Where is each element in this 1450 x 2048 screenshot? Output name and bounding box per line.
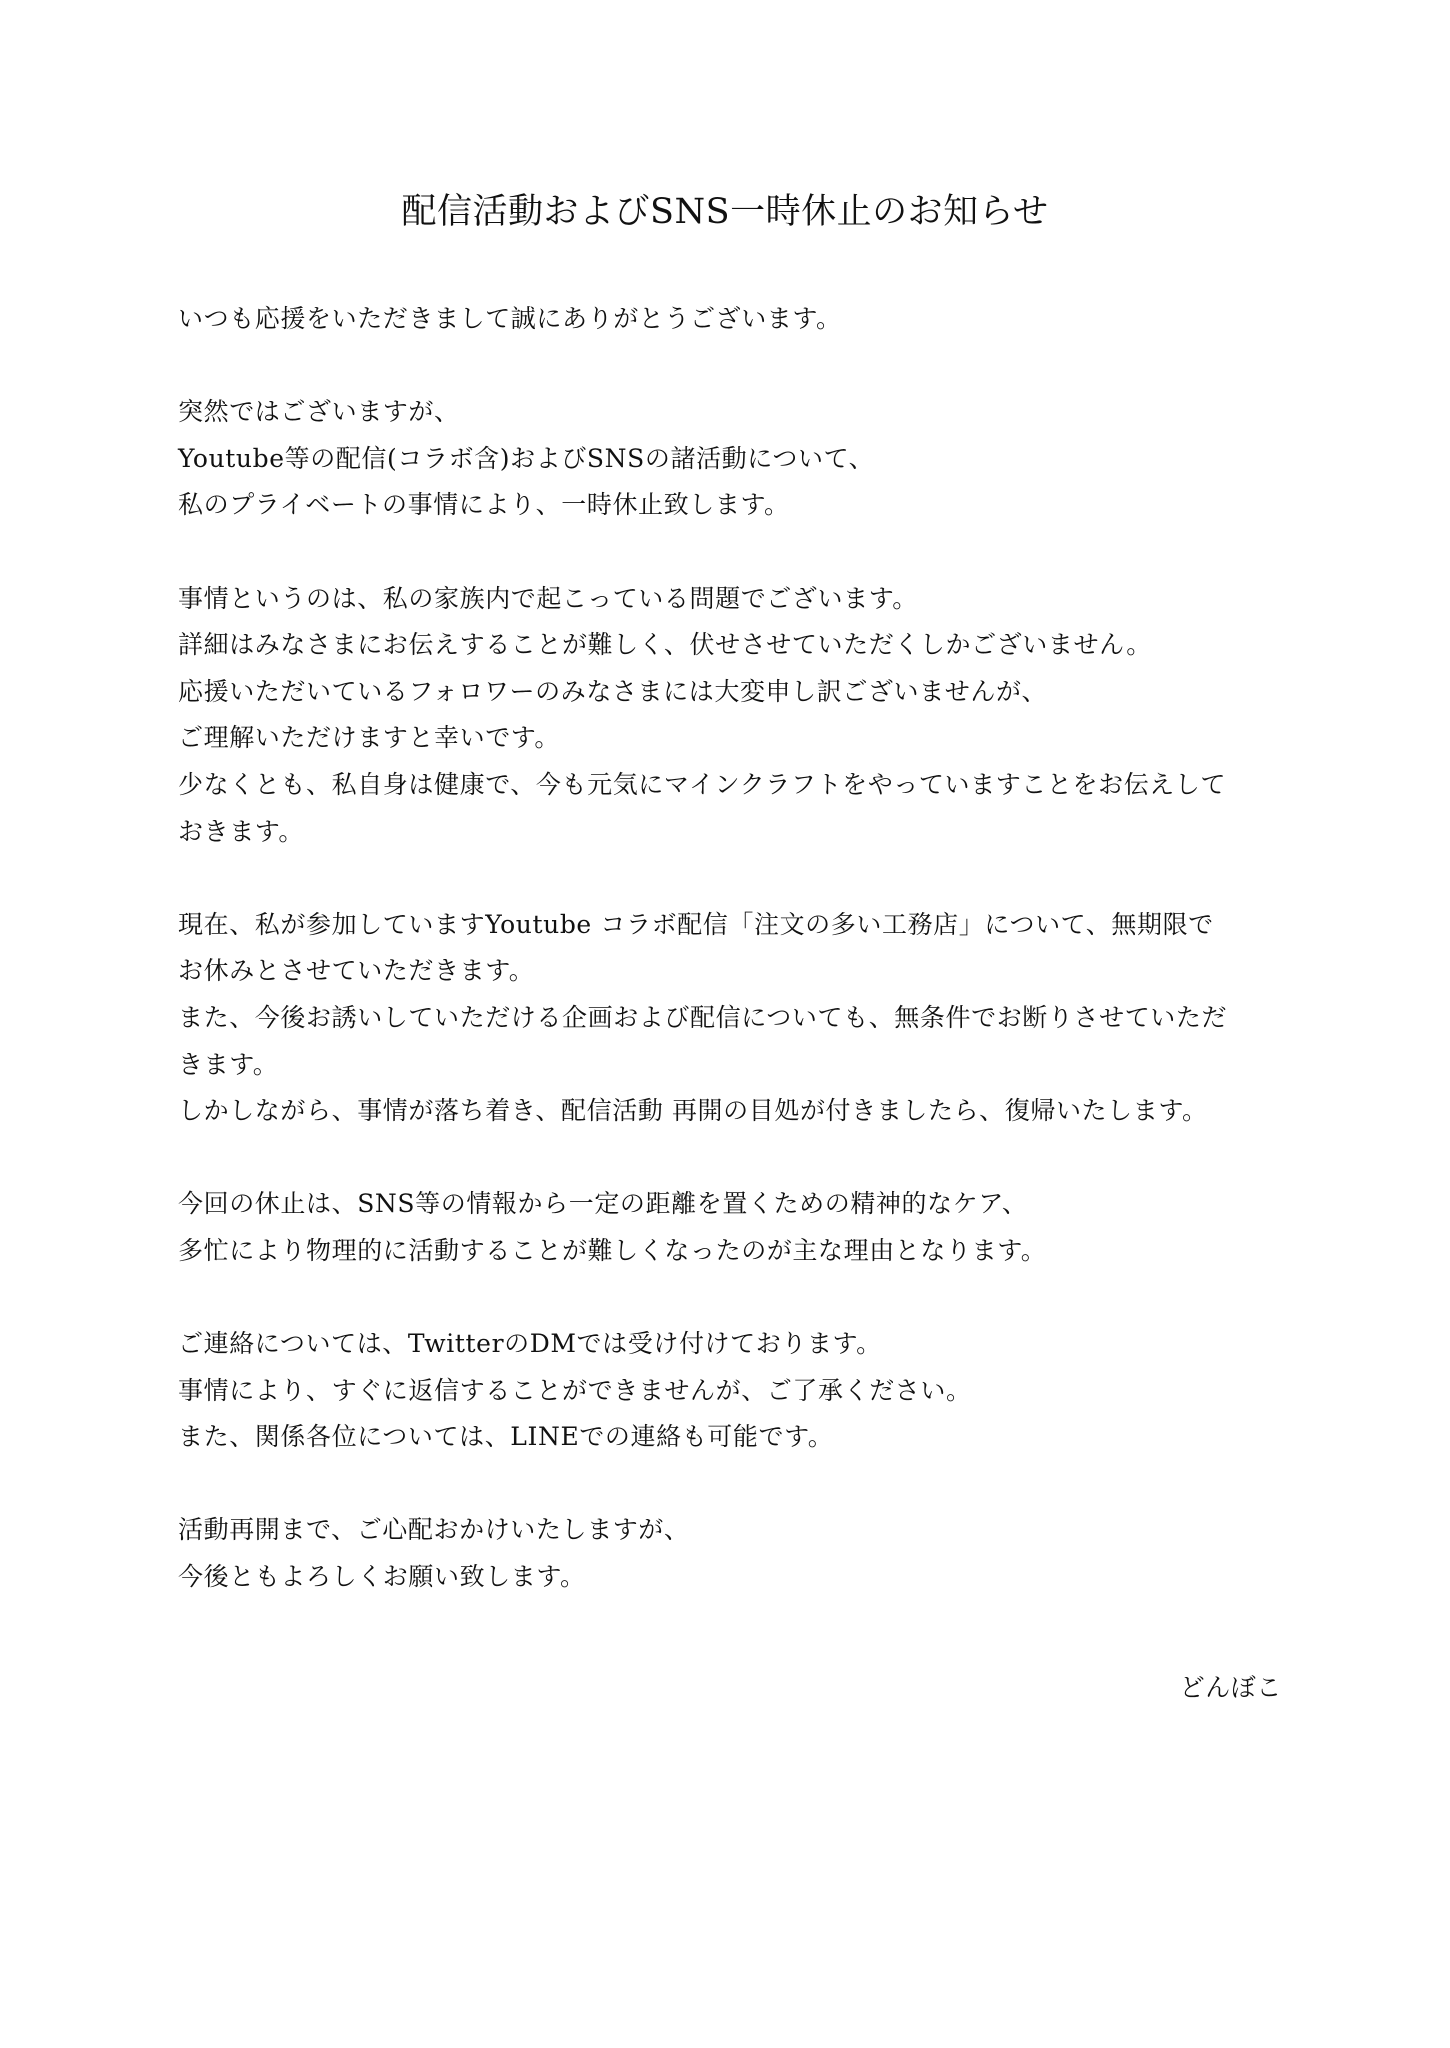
signature: どんぼこ — [1179, 1673, 1282, 1702]
paragraph-announcement — [178, 389, 1288, 529]
text-line: 事情というのは、私の家族内で起こっている問題でございます。 — [178, 583, 918, 613]
notice-body — [178, 296, 1288, 1601]
text-line: 少なくとも、私自身は健康で、今も元気にマインクラフトをやっていますことをお伝えして — [178, 769, 1227, 799]
paragraph-contact — [178, 1321, 1288, 1461]
text-line: 事情により、すぐに返信することができませんが、ご了承ください。 — [178, 1375, 972, 1405]
paragraph-collaboration — [178, 902, 1288, 1135]
text-line: きます。 — [178, 1049, 279, 1079]
text-line: 詳細はみなさまにお伝えすることが難しく、伏せさせていただくしかございません。 — [178, 630, 1152, 660]
paragraph-greeting — [178, 296, 1288, 343]
text-line: ご連絡については、TwitterのDMでは受け付けております。 — [178, 1329, 882, 1359]
text-line: 突然ではございますが、 — [178, 397, 460, 427]
notice-title: 配信活動およびSNS一時休止のお知らせ — [401, 192, 1049, 232]
text-line: 私のプライベートの事情により、一時休止致します。 — [178, 490, 790, 520]
paragraph-circumstances — [178, 576, 1288, 856]
text-line: 今後ともよろしくお願い致します。 — [178, 1562, 586, 1592]
paragraph-closing — [178, 1507, 1288, 1600]
text-line: 多忙により物理的に活動することが難しくなったのが主な理由となります。 — [178, 1235, 1047, 1265]
text-line: 現在、私が参加していますYoutube コラボ配信「注文の多い工務店」について、無期限で — [178, 909, 1214, 939]
text-line: ご理解いただけますと幸いです。 — [178, 723, 561, 753]
text-line: 今回の休止は、SNS等の情報から一定の距離を置くための精神的なケア、 — [178, 1189, 1028, 1219]
text-line: お休みとさせていただきます。 — [178, 956, 535, 986]
paragraph-reasons — [178, 1181, 1288, 1274]
text-line: しかしながら、事情が落ち着き、配信活動 再開の目処が付きましたら、復帰いたします。 — [178, 1096, 1208, 1126]
text-line: いつも応援をいただきまして誠にありがとうございます。 — [178, 304, 842, 333]
text-line: 活動再開まで、ご心配おかけいたしますが、 — [178, 1515, 690, 1545]
text-line: また、関係各位については、LINEでの連絡も可能です。 — [178, 1422, 834, 1452]
text-line: また、今後お誘いしていただける企画および配信についても、無条件でお断りさせていただ — [178, 1002, 1228, 1032]
text-line: 応援いただいているフォロワーのみなさまには大変申し訳ございませんが、 — [178, 676, 1048, 706]
text-line: Youtube等の配信(コラボ含)およびSNSの諸活動について、 — [178, 443, 875, 473]
text-line: おきます。 — [178, 816, 305, 846]
